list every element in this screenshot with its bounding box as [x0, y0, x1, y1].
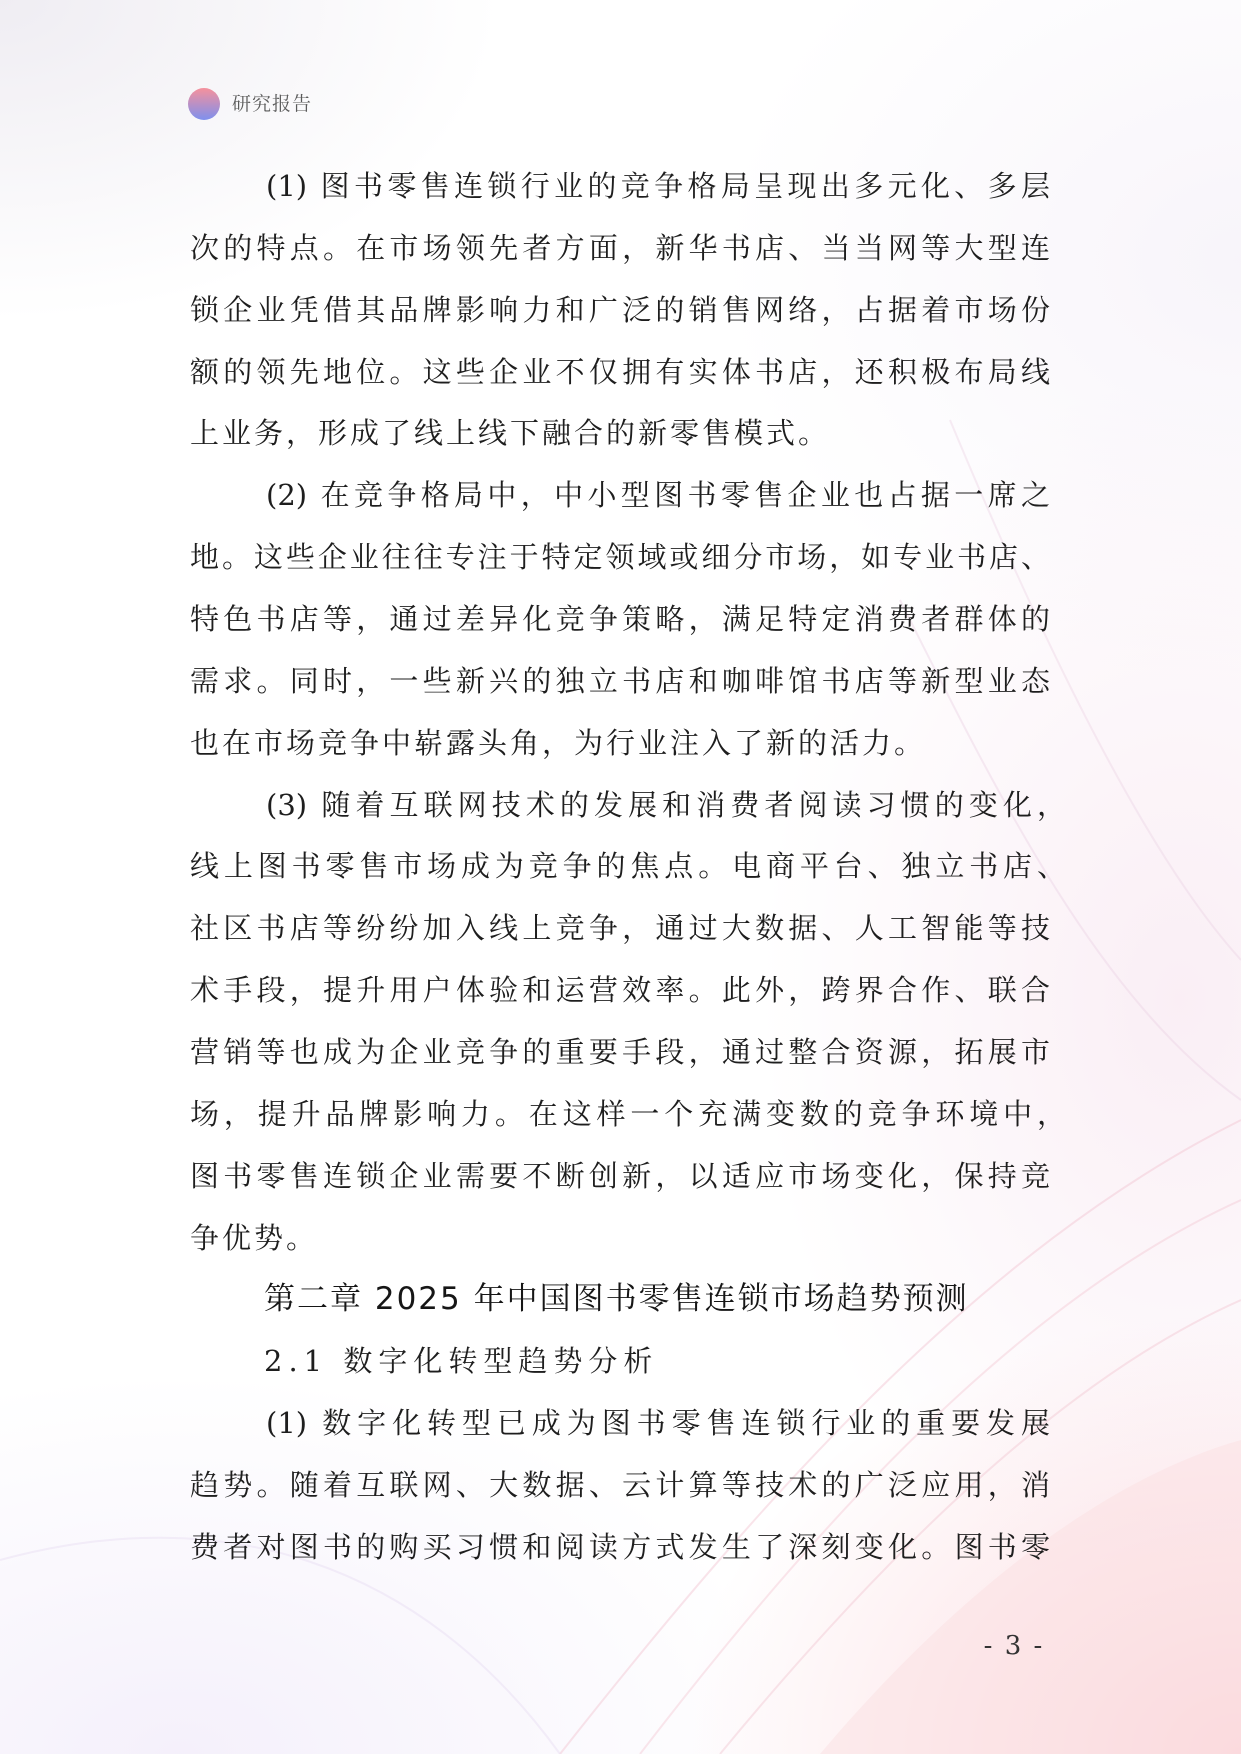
body-text-line: 趋势。随着互联网、大数据、云计算等技术的广泛应用，消 — [190, 1468, 1050, 1503]
body-text-line: 场，提升品牌影响力。在这样一个充满变数的竞争环境中， — [190, 1096, 1066, 1131]
body-text-line: 也在市场竞争中崭露头角，为行业注入了新的活力。 — [190, 725, 927, 760]
body-text-line: 特色书店等，通过差异化竞争策略，满足特定消费者群体的 — [190, 602, 1050, 637]
section-heading: 2.1 数字化转型趋势分析 — [264, 1344, 659, 1379]
paragraph — [190, 156, 1050, 465]
body-text-line: 争优势。 — [190, 1220, 319, 1255]
gradient-circle-logo-icon — [188, 88, 220, 120]
body-text-line: 社区书店等纷纷加入线上竞争，通过大数据、人工智能等技 — [190, 911, 1050, 946]
body-text-line: 额的领先地位。这些企业不仅拥有实体书店，还积极布局线 — [190, 354, 1050, 389]
body-text-line: 需求。同时，一些新兴的独立书店和咖啡馆书店等新型业态 — [190, 663, 1050, 698]
body-text-line: 术手段，提升用户体验和运营效率。此外，跨界合作、联合 — [190, 973, 1050, 1008]
body-text-line: (3) 随着互联网技术的发展和消费者阅读习惯的变化， — [266, 787, 1066, 822]
body-text-line: 费者对图书的购买习惯和阅读方式发生了深刻变化。图书零 — [190, 1529, 1050, 1564]
chapter-heading: 第二章 2025 年中国图书零售连锁市场趋势预测 — [264, 1281, 969, 1318]
body-text-line: 地。这些企业往往专注于特定领域或细分市场，如专业书店、 — [190, 540, 1050, 575]
body-text-line: 营销等也成为企业竞争的重要手段，通过整合资源，拓展市 — [190, 1035, 1050, 1070]
document-body — [190, 156, 1066, 1579]
paragraph — [190, 465, 1050, 774]
body-text-line: (1) 数字化转型已成为图书零售连锁行业的重要发展 — [266, 1406, 1050, 1441]
report-header-label: 研究报告 — [232, 93, 313, 115]
body-text-line: 次的特点。在市场领先者方面，新华书店、当当网等大型连 — [190, 230, 1050, 265]
page-number: - 3 - — [983, 1631, 1045, 1661]
body-text-line: 图书零售连锁企业需要不断创新，以适应市场变化，保持竞 — [190, 1158, 1050, 1193]
body-text-line: 锁企业凭借其品牌影响力和广泛的销售网络，占据着市场份 — [190, 292, 1050, 327]
body-text-line: (1) 图书零售连锁行业的竞争格局呈现出多元化、多层 — [266, 169, 1050, 203]
body-text-line: 上业务，形成了线上线下融合的新零售模式。 — [190, 416, 831, 451]
body-text-line: 线上图书零售市场成为竞争的焦点。电商平台、独立书店、 — [190, 849, 1066, 884]
body-text-line: (2) 在竞争格局中，中小型图书零售企业也占据一席之 — [266, 478, 1050, 513]
paragraph — [190, 1393, 1050, 1579]
paragraph — [190, 775, 1066, 1270]
